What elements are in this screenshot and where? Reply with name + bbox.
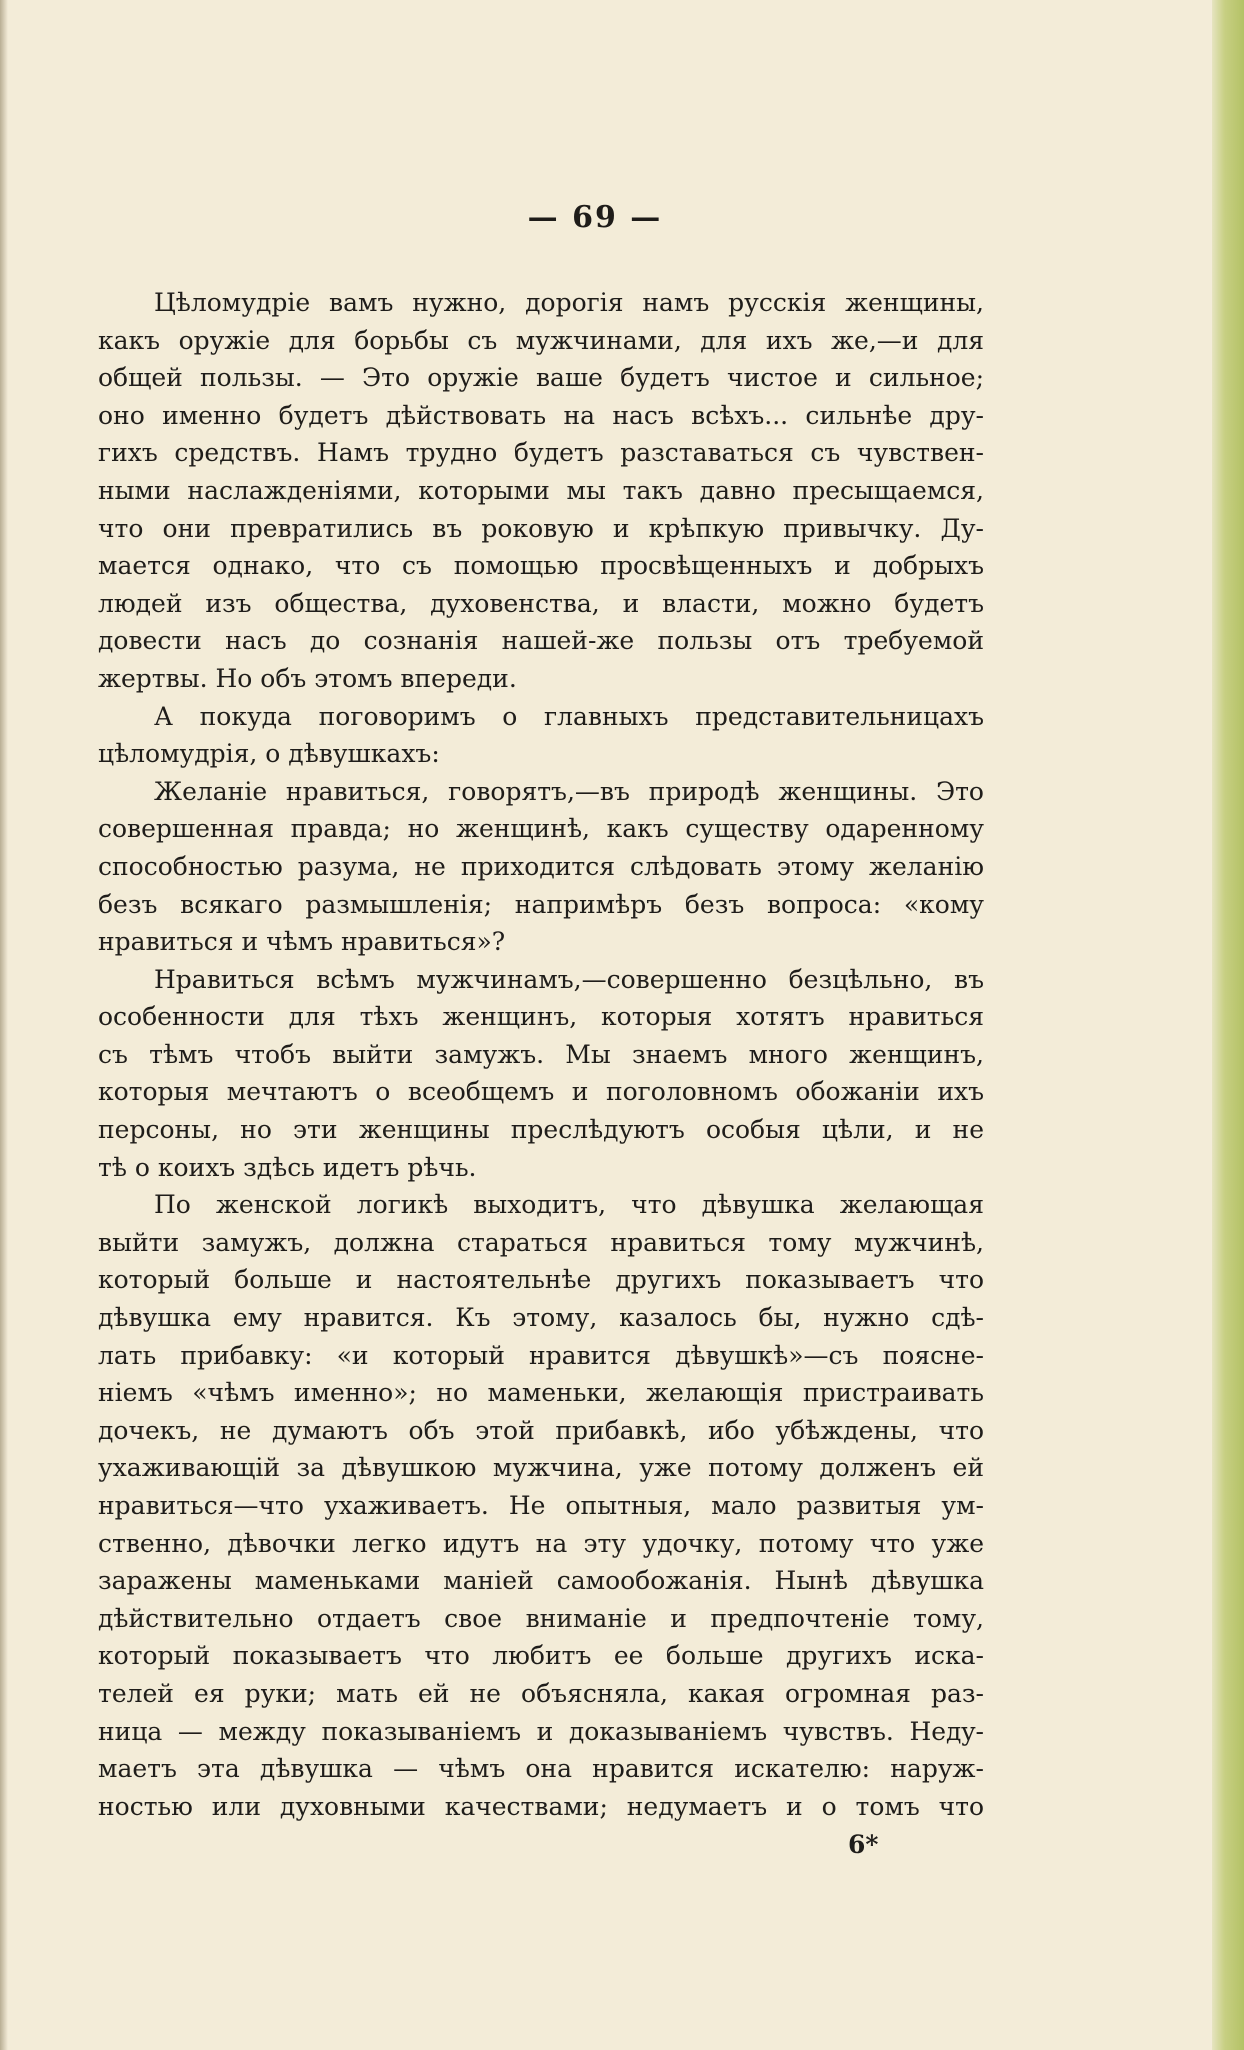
text-line: Цѣломудріе вамъ нужно, дорогія намъ русскія женщины,: [154, 288, 984, 317]
text-line: оно именно будетъ дѣйствовать на насъ всѣхъ... сильнѣе дру-: [98, 400, 984, 430]
text-line: персоны, но эти женщины преслѣдуютъ особыя цѣли, и не: [98, 1115, 984, 1145]
text-line: тѣ о коихъ здѣсь идетъ рѣчь.: [98, 1152, 477, 1182]
text-line: лать прибавку: «и который нравится дѣвушкѣ»—съ поясне-: [98, 1340, 984, 1370]
text-line: мается однако, что съ помощью просвѣщенныхъ и добрыхъ: [98, 551, 984, 581]
text-line: который больше и настоятельнѣе другихъ показываетъ что: [98, 1265, 984, 1295]
text-line: А покуда поговоримъ о главныхъ представительницахъ: [154, 701, 984, 731]
text-line: нравиться—что ухаживаетъ. Не опытныя, мало развитыя ум-: [98, 1491, 984, 1520]
text-line: жертвы. Но объ этомъ впереди.: [98, 663, 517, 693]
text-line: гихъ средствъ. Намъ трудно будетъ разставаться съ чувствен-: [98, 438, 984, 468]
text-line: дѣйствительно отдаетъ свое вниманіе и предпочтеніе тому,: [98, 1603, 984, 1633]
text-line: ными наслажденіями, которыми мы такъ давно пресыщаемся,: [98, 475, 984, 505]
text-line: ственно, дѣвочки легко идутъ на эту удочку, потому что уже: [98, 1528, 984, 1558]
text-line: съ тѣмъ чтобъ выйти замужъ. Мы знаемъ много женщинъ,: [98, 1039, 984, 1069]
text-line: ухаживающій за дѣвушкою мужчина, уже потому долженъ ей: [98, 1453, 984, 1483]
text-line: совершенная правда; но женщинѣ, какъ существу одаренному: [98, 814, 984, 844]
text-line: что они превратились въ роковую и крѣпкую привычку. Ду-: [98, 513, 984, 543]
page-right-edge-tint: [1212, 0, 1244, 2050]
page-number: — 69 —: [527, 200, 663, 235]
text-line: цѣломудрія, о дѣвушкахъ:: [98, 739, 440, 769]
text-line: выйти замужъ, должна стараться нравиться тому мужчинѣ,: [98, 1227, 984, 1257]
text-line: безъ всякаго размышленія; напримѣръ безъ вопроса: «кому: [98, 889, 984, 919]
body-text: [98, 284, 984, 1825]
page-left-edge-shadow: [0, 0, 8, 2050]
text-line: заражены маменьками маніей самообожанія. Нынѣ дѣвушка: [98, 1566, 984, 1596]
text-line: какъ оружіе для борьбы съ мужчинами, для ихъ же,—и для: [98, 325, 984, 355]
text-line: маетъ эта дѣвушка — чѣмъ она нравится искателю: наруж-: [98, 1754, 984, 1784]
text-line: Нравиться всѣмъ мужчинамъ,—совершенно безцѣльно, въ: [154, 964, 984, 994]
text-line: которыя мечтаютъ о всеобщемъ и поголовномъ обожаніи ихъ: [98, 1077, 984, 1107]
text-line: Желаніе нравиться, говорятъ,—въ природѣ женщины. Это: [154, 776, 984, 806]
text-line: телей ея руки; мать ей не объясняла, какая огромная раз-: [98, 1678, 984, 1708]
text-line: людей изъ общества, духовенства, и власти, можно будетъ: [98, 588, 984, 618]
text-line: По женской логикѣ выходитъ, что дѣвушка желающая: [154, 1190, 984, 1220]
text-line: дѣвушка ему нравится. Къ этому, казалось бы, нужно сдѣ-: [98, 1303, 984, 1333]
text-line: нравиться и чѣмъ нравиться»?: [98, 927, 506, 957]
text-line: ностью или духовными качествами; недумаетъ и о томъ что: [98, 1791, 984, 1821]
text-line: способностью разума, не приходится слѣдовать этому желанію: [98, 851, 984, 881]
text-line: общей пользы. — Это оружіе ваше будетъ чистое и сильное;: [98, 363, 984, 393]
text-line: ніемъ «чѣмъ именно»; но маменьки, желающія пристраивать: [98, 1378, 984, 1408]
text-line: ница — между показываніемъ и доказываніемъ чувствъ. Недy-: [98, 1716, 984, 1746]
signature-mark: 6*: [848, 1830, 879, 1859]
text-line: особенности для тѣхъ женщинъ, которыя хотятъ нравиться: [98, 1002, 984, 1032]
text-line: который показываетъ что любитъ ее больше другихъ иска-: [98, 1641, 984, 1671]
text-line: дочекъ, не думаютъ объ этой прибавкѣ, ибо убѣждены, что: [98, 1415, 984, 1445]
text-line: довести насъ до сознанія нашей-же пользы отъ требуемой: [98, 626, 984, 656]
